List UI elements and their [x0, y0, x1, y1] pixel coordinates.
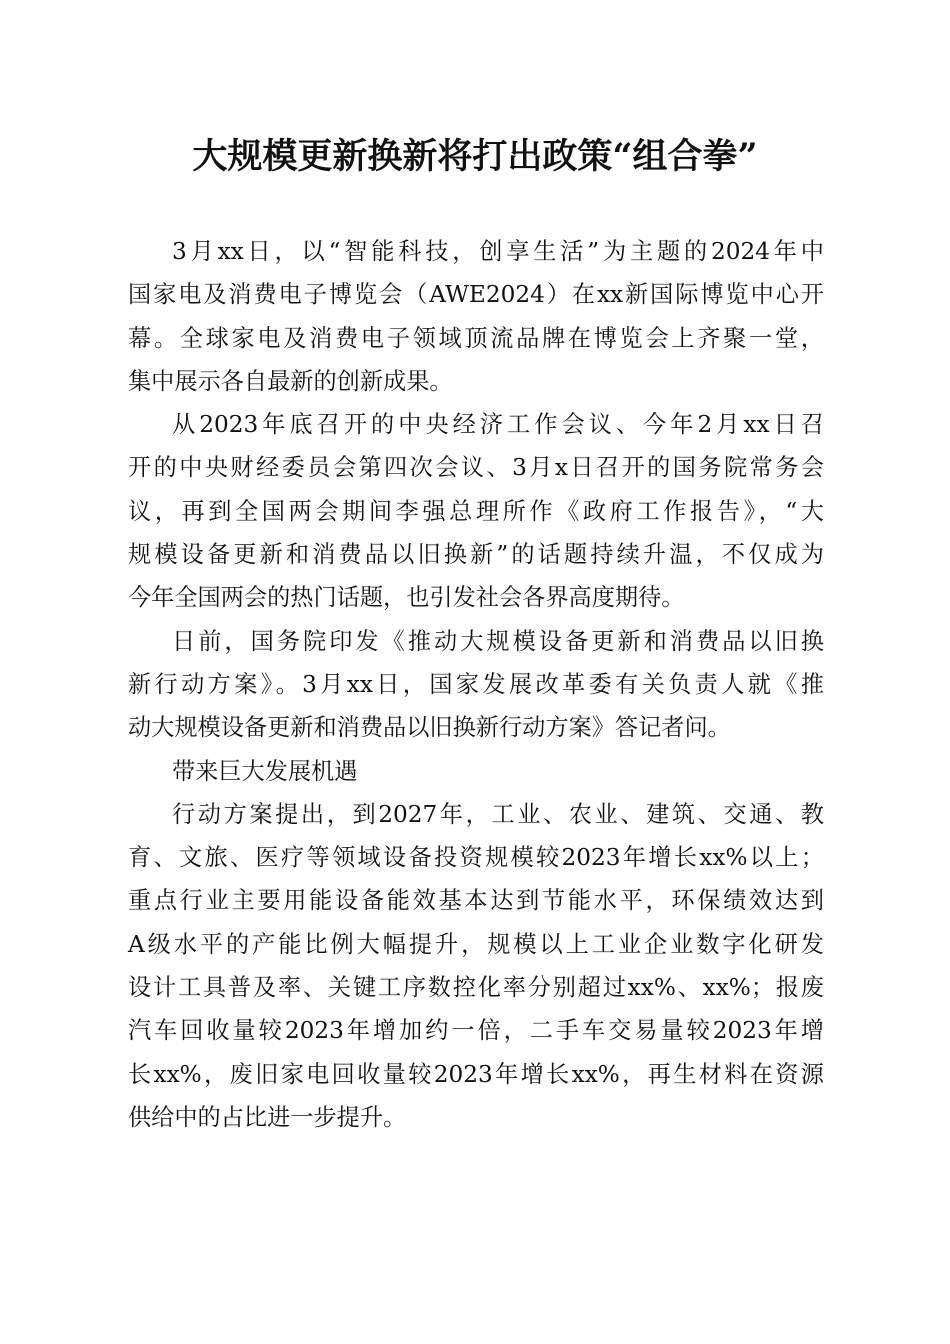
text-line: 幕。全球家电及消费电子领域顶流品牌在博览会上齐聚一堂， [128, 324, 824, 352]
paragraph [128, 403, 824, 619]
text-line: 今年全国两会的热门话题，也引发社会各界高度期待。 [128, 584, 685, 612]
paragraph [128, 230, 824, 403]
document-body [128, 230, 824, 1139]
text-line: 3月xx日，以“智能科技，创享生活”为主题的2024年中 [172, 238, 824, 265]
paragraph [128, 620, 824, 750]
text-line: 议，再到全国两会期间李强总理所作《政府工作报告》，“大 [128, 497, 824, 525]
text-line: A级水平的产能比例大幅提升，规模以上工业企业数字化研发 [128, 930, 824, 958]
text-line: 动大规模设备更新和消费品以旧换新行动方案》答记者问。 [128, 714, 731, 742]
section-heading [128, 750, 824, 793]
text-line: 带来巨大发展机遇 [172, 757, 358, 785]
document-title: 大规模更新换新将打出政策“组合拳” [192, 136, 758, 177]
text-line: 行动方案提出，到2027年，工业、农业、建筑、交通、教 [172, 800, 824, 828]
text-line: 新行动方案》。3月xx日，国家发展改革委有关负责人就《推 [128, 670, 824, 698]
text-line: 供给中的占比进一步提升。 [128, 1103, 407, 1131]
text-line: 规模设备更新和消费品以旧换新”的话题持续升温，不仅成为 [128, 541, 824, 569]
text-line: 长xx%，废旧家电回收量较2023年增长xx%，再生材料在资源 [128, 1060, 824, 1088]
text-line: 开的中央财经委员会第四次会议、3月x日召开的国务院常务会 [128, 454, 824, 482]
text-line: 育、文旅、医疗等领域设备投资规模较2023年增长xx%以上； [128, 844, 824, 872]
text-line: 日前，国务院印发《推动大规模设备更新和消费品以旧换 [172, 627, 824, 655]
text-line: 设计工具普及率、关键工序数控化率分别超过xx%、xx%；报废 [128, 974, 824, 1002]
text-line: 汽车回收量较2023年增加约一倍，二手车交易量较2023年增 [128, 1017, 824, 1045]
text-line: 国家电及消费电子博览会（AWE2024）在xx新国际博览中心开 [128, 281, 824, 309]
text-line: 从2023年底召开的中央经济工作会议、今年2月xx日召 [172, 411, 824, 439]
text-line: 集中展示各自最新的创新成果。 [128, 367, 453, 395]
text-line: 重点行业主要用能设备能效基本达到节能水平，环保绩效达到 [128, 887, 824, 915]
paragraph [128, 793, 824, 1139]
